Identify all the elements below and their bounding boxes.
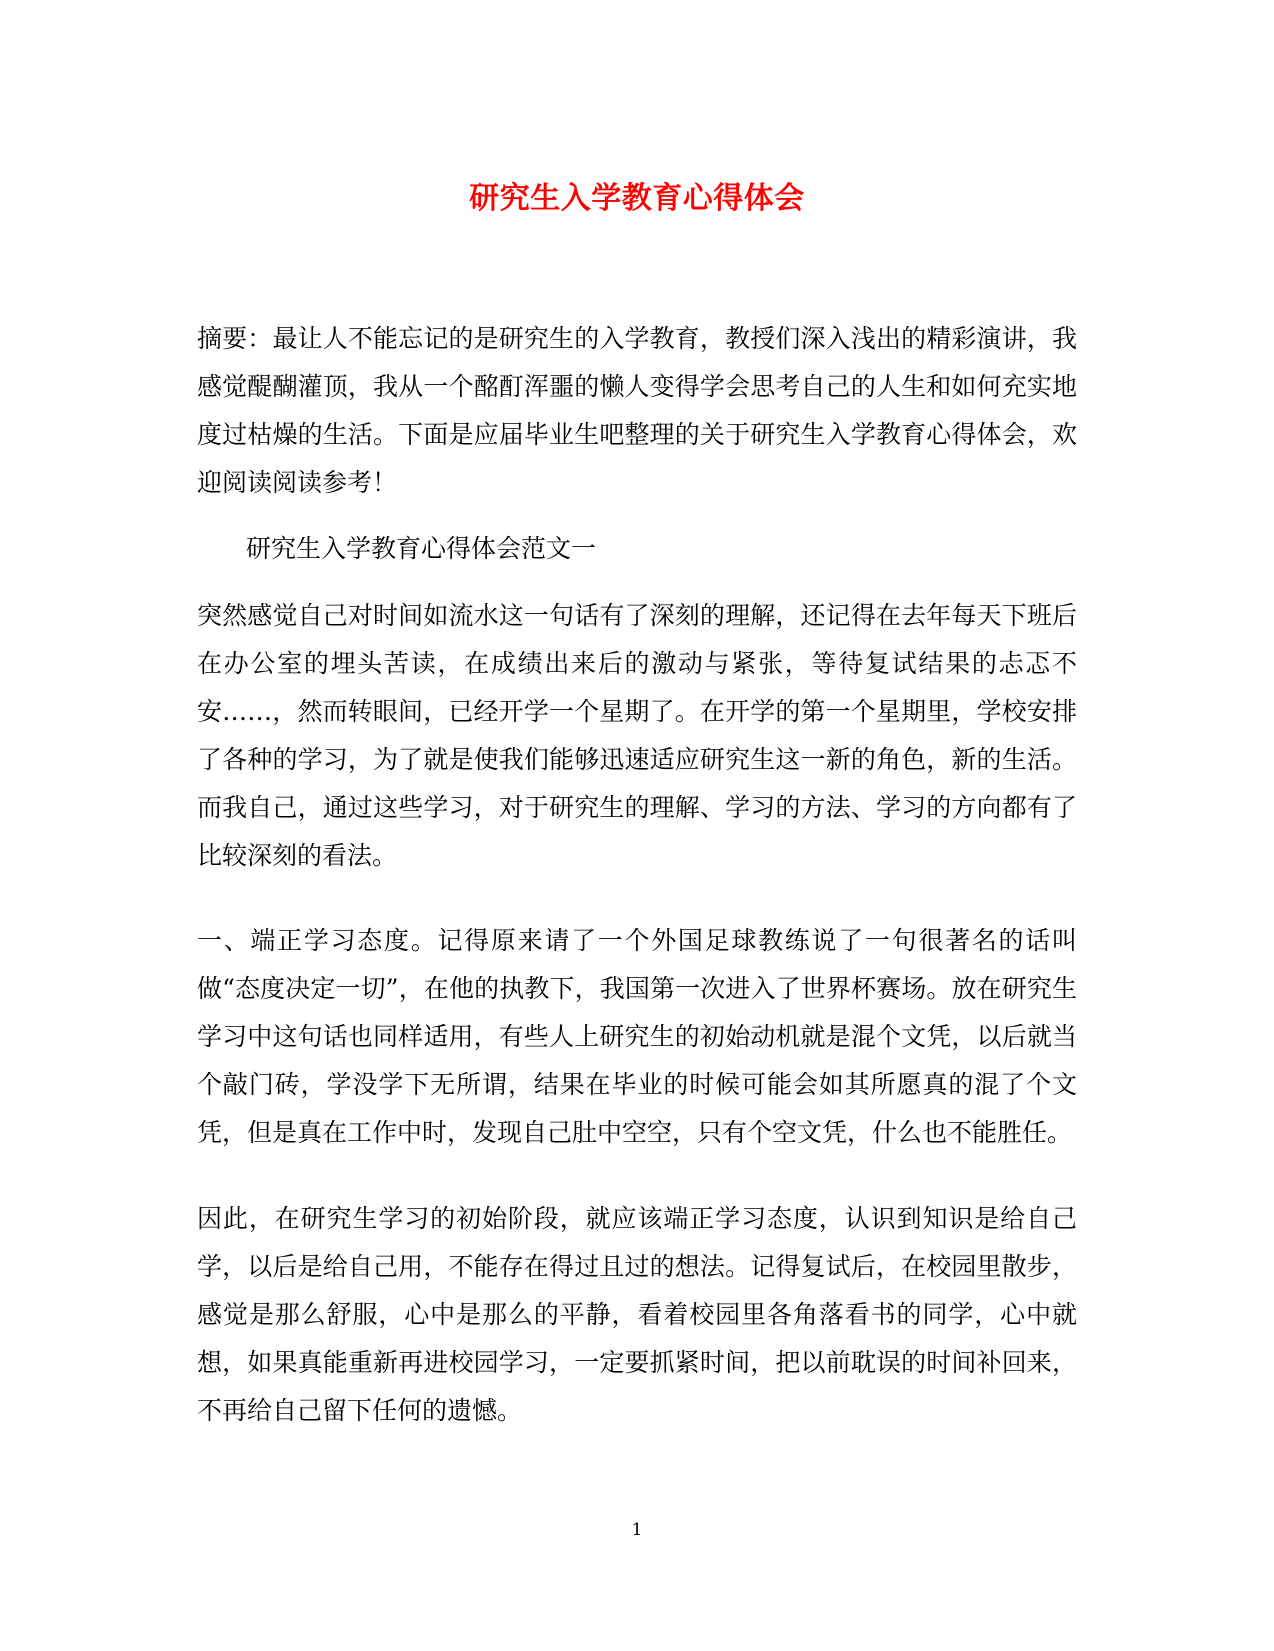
body-paragraph-3: 因此，在研究生学习的初始阶段，就应该端正学习态度，认识到知识是给自己学，以后是给自己用，不能存在得过且过的想法。记得复试后，在校园里散步，感觉是那么舒服，心中是那么的平静，看着校园里各角落看书的同学，心中就想，如果真能重新再进校园学习，一定要抓紧时间，把以前耽误的时间补回来，不再给自己留下任何的遗憾。 bbox=[197, 1204, 1077, 1425]
page-number: 1 bbox=[631, 1520, 643, 1540]
body-paragraph-1: 突然感觉自己对时间如流水这一句话有了深刻的理解，还记得在去年每天下班后在办公室的埋头苦读，在成绩出来后的激动与紧张，等待复试结果的忐忑不安……，然而转眼间，已经开学一个星期了。在开学的第一个星期里，学校安排了各种的学习，为了就是使我们能够迅速适应研究生这一新的角色，新的生活。而我自己，通过这些学习，对于研究生的理解、学习的方法、学习的方向都有了比较深刻的看法。 bbox=[197, 601, 1077, 870]
body-paragraph-2: 一、端正学习态度。记得原来请了一个外国足球教练说了一句很著名的话叫做“态度决定一切”，在他的执教下，我国第一次进入了世界杯赛场。放在研究生学习中这句话也同样适用，有些人上研究生的初始动机就是混个文凭，以后就当个敲门砖，学没学下无所谓，结果在毕业的时候可能会如其所愿真的混了个文凭，但是真在工作中时，发现自己肚中空空，只有个空文凭，什么也不能胜任。 bbox=[197, 926, 1077, 1147]
section-heading: 研究生入学教育心得体会范文一 bbox=[246, 534, 597, 563]
document-title: 研究生入学教育心得体会 bbox=[469, 181, 805, 216]
abstract-paragraph: 摘要：最让人不能忘记的是研究生的入学教育，教授们深入浅出的精彩演讲，我感觉醍醐灌顶，我从一个酩酊浑噩的懒人变得学会思考自己的人生和如何充实地度过枯燥的生活。下面是应届毕业生吧整理的关于研究生入学教育心得体会，欢迎阅读阅读参考！ bbox=[197, 324, 1077, 497]
